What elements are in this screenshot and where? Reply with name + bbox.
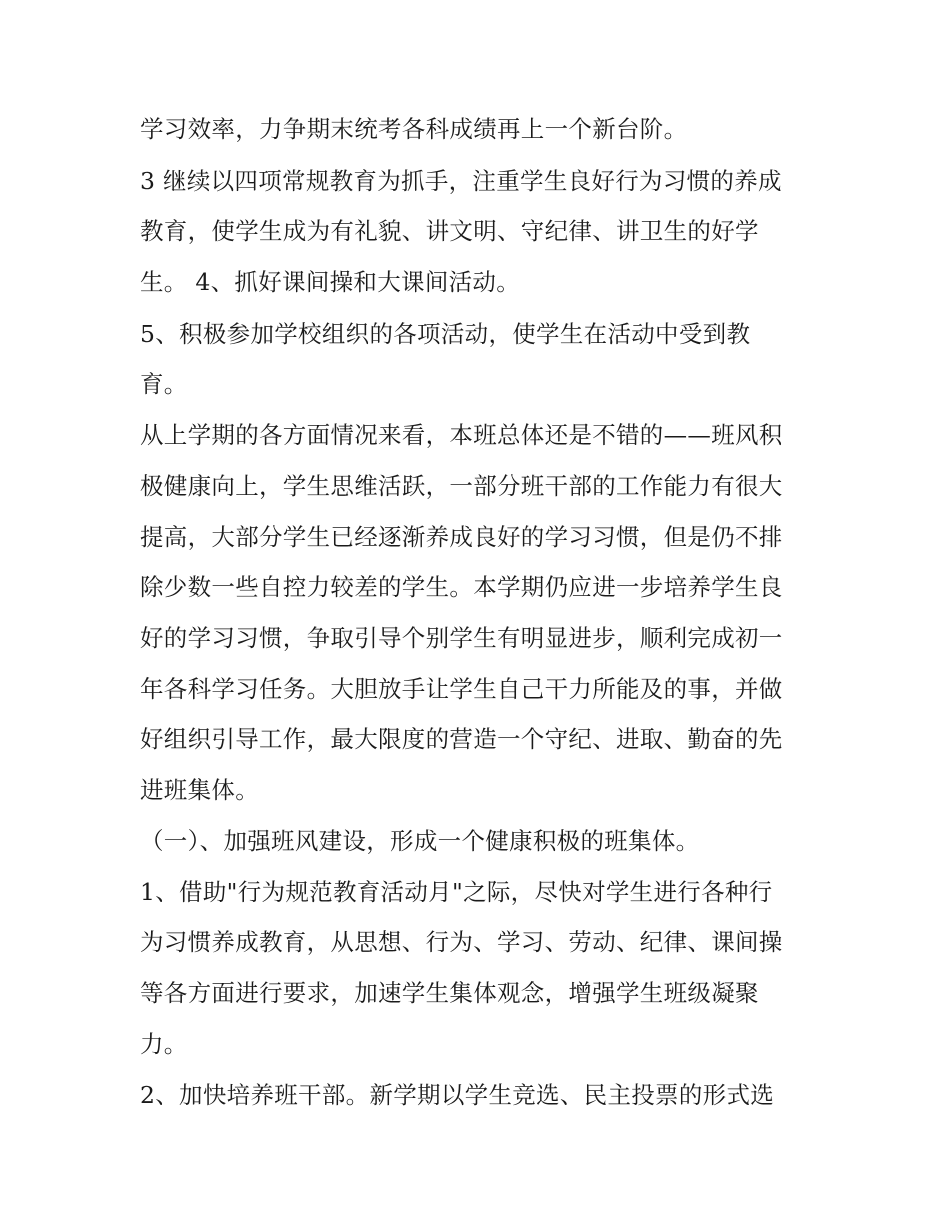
text-line: 年各科学习任务。大胆放手让学生自己干力所能及的事，并做	[140, 675, 783, 703]
text-line: 好的学习习惯，争取引导个别学生有明显进步，顺利完成初一	[140, 624, 783, 652]
text-line: 好组织引导工作，最大限度的营造一个守纪、进取、勤奋的先	[140, 725, 783, 753]
text-line: 等各方面进行要求，加速学生集体观念，增强学生班级凝聚	[140, 979, 759, 1007]
text-line: 教育，使学生成为有礼貌、讲文明、守纪律、讲卫生的好学	[140, 217, 759, 245]
text-line: 除少数一些自控力较差的学生。本学期仍应进一步培养学生良	[140, 573, 783, 601]
text-line: 提高，大部分学生已经逐渐养成良好的学习习惯，但是仍不排	[140, 523, 783, 551]
text-line: 从上学期的各方面情况来看，本班总体还是不错的——班风积	[140, 421, 783, 449]
text-line: 学习效率，力争期末统考各科成绩再上一个新台阶。	[140, 115, 688, 143]
text-line: 5、积极参加学校组织的各项活动，使学生在活动中受到教	[140, 320, 751, 348]
text-line: 为习惯养成教育，从思想、行为、学习、劳动、纪律、课间操	[140, 928, 783, 956]
text-line: 进班集体。	[140, 776, 259, 804]
text-line: 2、加快培养班干部。新学期以学生竞选、民主投票的形式选	[140, 1081, 775, 1109]
text-line: 力。	[140, 1030, 188, 1058]
text-line: 1、借助"行为规范教育活动月"之际，尽快对学生进行各种行	[140, 878, 773, 906]
text-line: （一）、加强班风建设，形成一个健康积极的班集体。	[140, 827, 700, 855]
text-line: 育。	[140, 370, 188, 398]
text-line: 生。 4、抓好课间操和大课间活动。	[140, 268, 521, 296]
text-line: 3 继续以四项常规教育为抓手，注重学生良好行为习惯的养成	[140, 167, 782, 195]
text-line: 极健康向上，学生思维活跃，一部分班干部的工作能力有很大	[140, 472, 783, 500]
